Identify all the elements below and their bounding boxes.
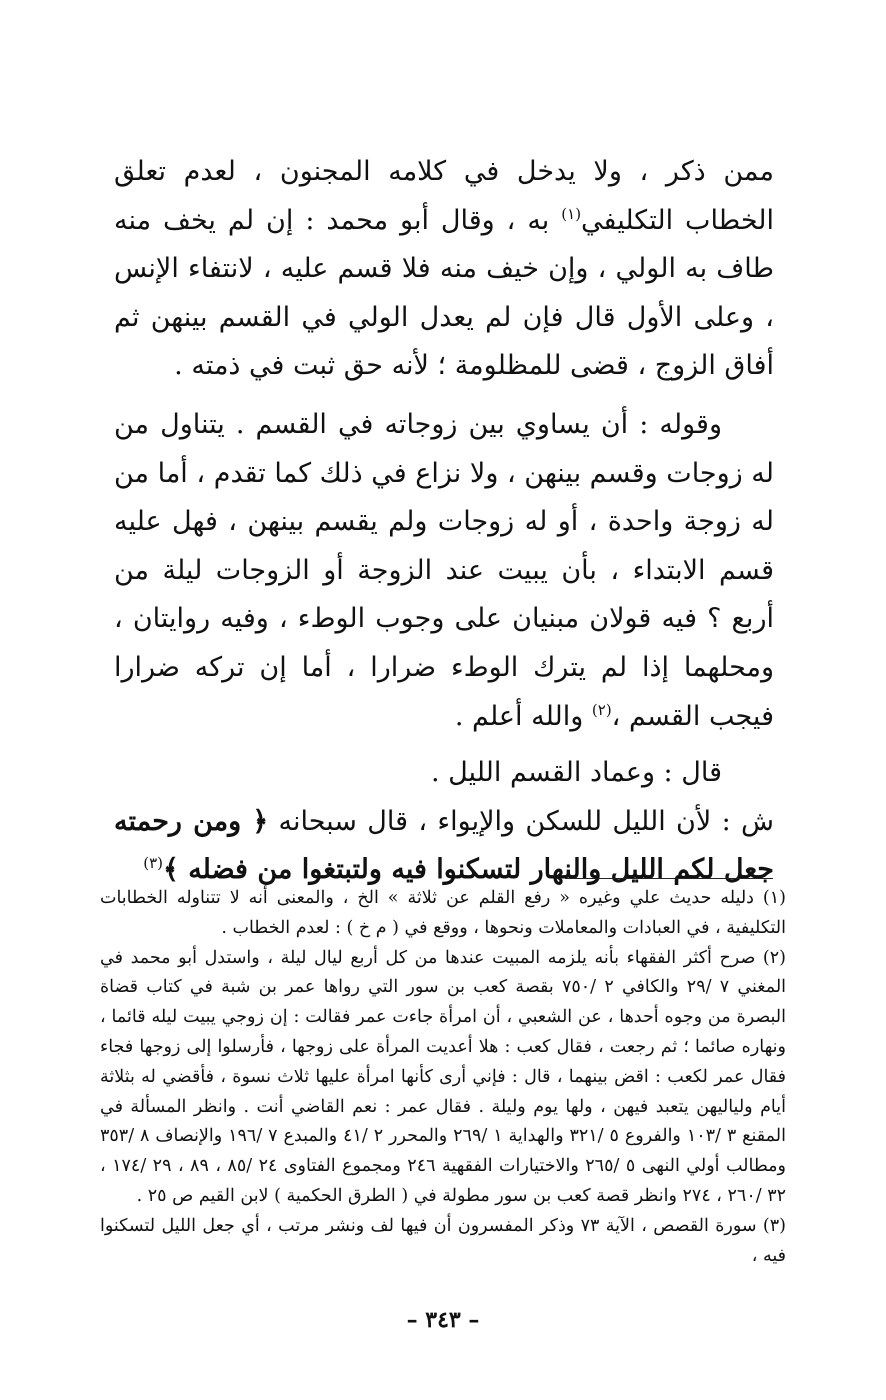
main-text [114, 148, 774, 895]
footnote-1: (١) دليله حديث علي وغيره « رفع القلم عن ثلاثة » الخ ، والمعنى أنه لا تتناوله الخطابات التكليفية ، في العبادات والمعاملات ونحوها ، ووقع في ( م خ ) : لعدم الخطاب . [100, 888, 786, 938]
footnote-3: (٣) سورة القصص ، الآية ٧٣ وذكر المفسرون أن فيها لف ونشر مرتب ، أي جعل الليل لتسكنوا فيه ، [100, 1215, 786, 1266]
paragraph-3: قال : وعماد القسم الليل . [430, 757, 722, 789]
paragraph-2-text: وقوله : أن يساوي بين زوجاته في القسم . يتناول من له زوجات وقسم بينهن ، ولا نزاع في ذلك كما تقدم ، أما من له زوجة واحدة ، أو له زوجات ولم يقسم بينهن ، فهل عليه قسم الابتداء ، بأن يبيت عند الزوجة أو الزوجات ليلة من أربع ؟ فيه قولان مبنيان على وجوب الوطء ، وفيه روايتان ، ومحلهما إذا لم يترك الوطء ضرارا ، أما إن تركه ضرارا فيجب القسم ، [114, 408, 774, 732]
footnote-separator [565, 878, 773, 879]
paragraph-2-text-rest: والله أعلم . [454, 700, 592, 732]
paragraph-1-text: ممن ذكر ، ولا يدخل في كلامه المجنون ، لعدم تعلق الخطاب التكليفي [114, 156, 774, 236]
footnote-ref-3: (٣) [143, 854, 163, 873]
quran-verse: ﴿ ومن رحمته جعل لكم الليل والنهار لتسكنوا فيه ولتبتغوا من فضله ﴾ [114, 805, 774, 886]
paragraph-1 [114, 148, 774, 391]
paragraph-4 [114, 798, 774, 895]
page-number: – ٣٤٣ – [406, 1307, 480, 1333]
paragraph-1-text-rest: به ، وقال أبو محمد : إن لم يخف منه طاف به الولي ، وإن خيف منه فلا قسم عليه ، لانتفاء الإنس ، وعلى الأول قال فإن لم يعدل الولي في القسم بينهن ثم أفاق الزوج ، قضى للمظلومة ؛ لأنه حق ثبت في ذمته . [114, 204, 774, 382]
paragraph-2 [114, 401, 774, 741]
footnote-2: (٢) صرح أكثر الفقهاء بأنه يلزمه المبيت عندها من كل أربع ليال ليلة ، واستدل أبو محمد في المغني ٧ /٢٩ والكافي ٢ /٧٥٠ بقصة كعب بن سور التي رواها عمر بن شبة في كتاب قضاة البصرة من وجوه أحدها ، عن الشعبي ، أن امرأة جاءت عمر فقالت : إن زوجي يبيت ليله قائما ، ونهاره صائما ؛ ثم رجعت ، فقال كعب : هلا أعديت المرأة على زوجها ، فأرسلوا إلى زوجها فجاء فقال عمر لكعب : اقض بينهما ، قال : فإني أرى كأنها امرأة عليها ثلاث نسوة ، فأقضي له بثلاثة أيام ولياليهن يتعبد فيهن ، ولها يوم وليلة . فقال عمر : نعم القاضي أنت . وانظر المسألة في المقنع ٣ /١٠٣ والفروع ٥ /٣٢١ والهداية ١ /٢٦٩ والمحرر ٢ /٤١ والمبدع ٧ /١٩٦ والإنصاف ٨ /٣٥٣ ومطالب أولي النهى ٥ /٢٦٥ والاختيارات الفقهية ٢٤٦ ومجموع الفتاوى ٢٤ /٨٥ ، ٨٩ ، ٢٩ /١٧٤ ، ٣٢ /٢٦٠ ، ٢٧٤ وانظر قصة كعب بن سور مطولة في ( الطرق الحكمية ) لابن القيم ص ٢٥ . [100, 947, 787, 1206]
paragraph-4-text: ش : لأن الليل للسكن والإيواء ، قال سبحانه [268, 805, 775, 837]
footnote-ref-2: (٢) [591, 700, 612, 719]
footnotes [100, 884, 786, 1271]
footnote-ref-1: (١) [561, 204, 582, 223]
